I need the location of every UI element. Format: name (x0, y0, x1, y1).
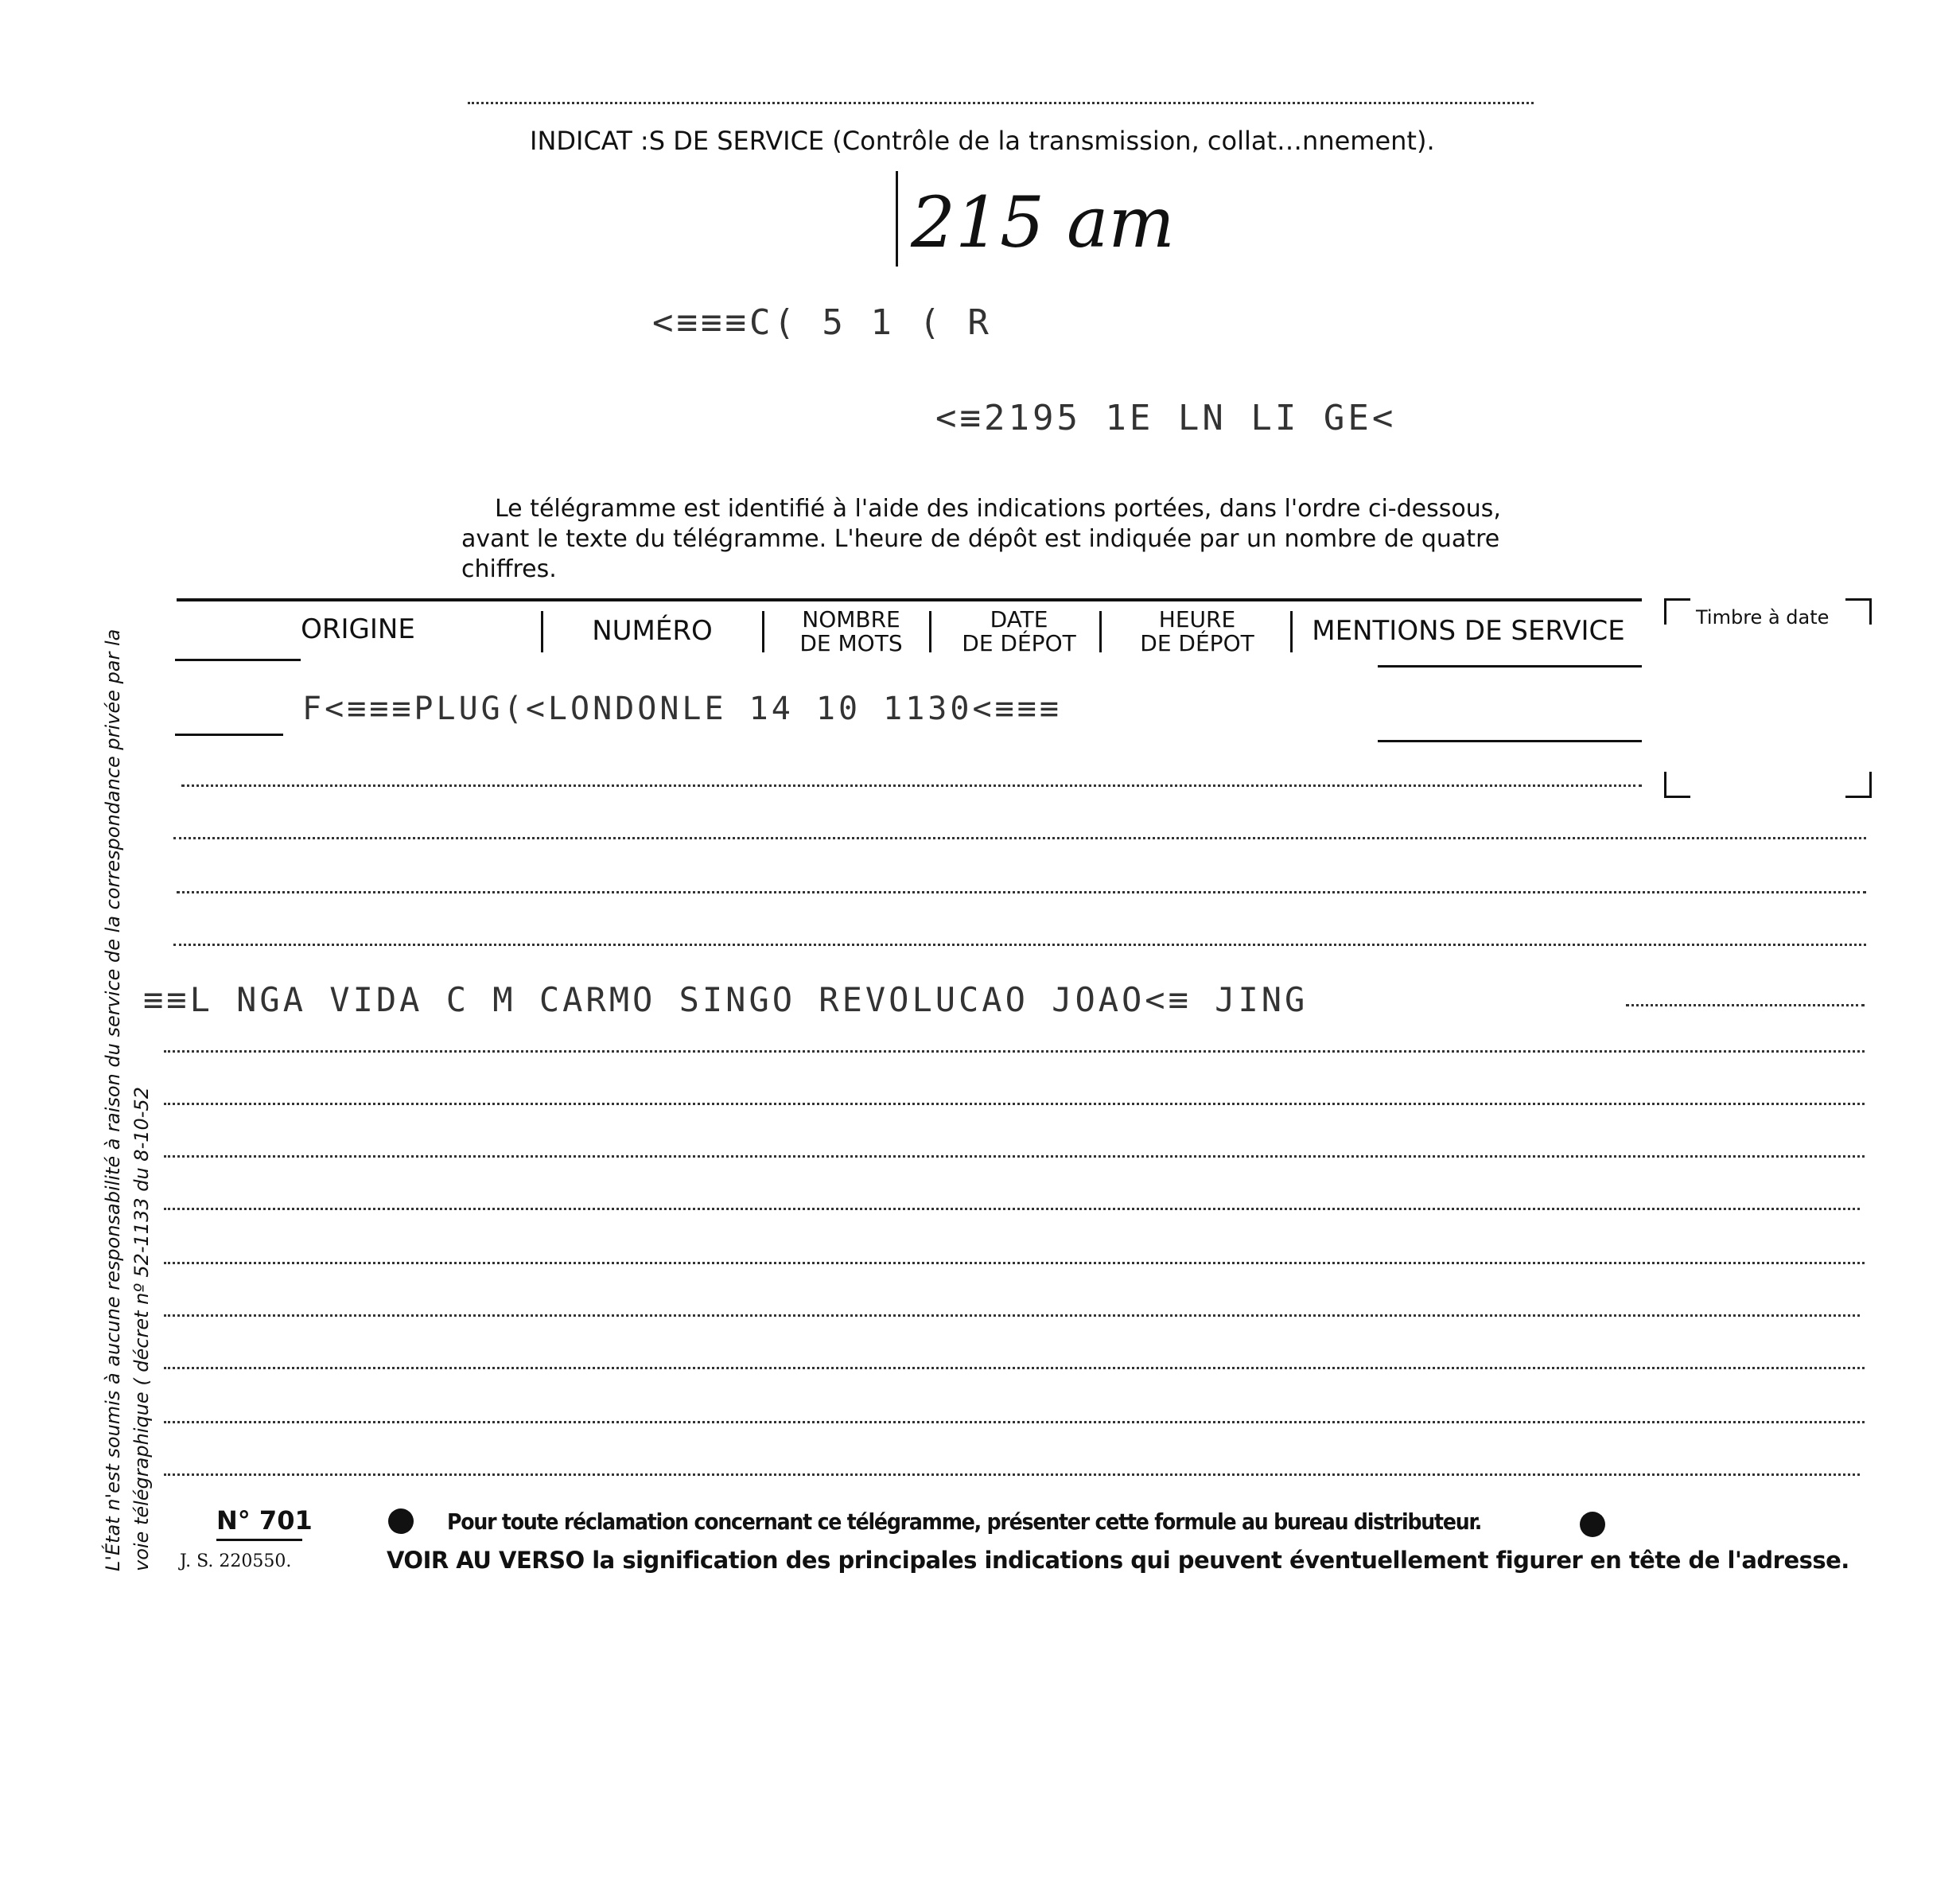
address-line: F<≡≡≡PLUG(<LONDONLE 14 10 1130<≡≡≡ (302, 691, 1062, 727)
service-line-2: <≡2195 1E LN LI GE< (935, 398, 1397, 438)
table-top-rule (177, 598, 1642, 601)
form-number: N° 701 (216, 1505, 313, 1536)
mentions-underline (1378, 665, 1642, 668)
ruled-line (164, 1367, 1865, 1369)
header-origine: ORIGINE (301, 613, 415, 645)
intro-line-2: avant le texte du télégramme. L'heure de dépôt est indiquée par un nombre de quatre (461, 525, 1500, 553)
top-dotted-line (468, 102, 1534, 104)
reclamation-text: Pour toute réclamation concernant ce télégramme, présenter cette formule au bureau distributeur. (447, 1508, 1482, 1535)
ruled-line (173, 837, 1866, 839)
stamp-corner-bl (1664, 772, 1690, 798)
ruled-line (173, 944, 1866, 946)
header-sep-1 (541, 611, 543, 652)
header-sep-4 (1099, 611, 1102, 652)
ruled-line (164, 1262, 1865, 1264)
header-sep-2 (762, 611, 764, 652)
header-sep-3 (929, 611, 931, 652)
header-mentions: MENTIONS DE SERVICE (1312, 615, 1625, 647)
header-date-2: DE DÉPOT (962, 630, 1076, 656)
header-nombre-2: DE MOTS (799, 630, 903, 656)
ruled-line (164, 1050, 1865, 1053)
side-note-line-1: L'État n'est soumis à aucune responsabilité à raison du service de la correspondance privée par la (102, 629, 124, 1571)
address-underline-left (175, 734, 283, 736)
ruled-line (164, 1155, 1865, 1158)
stamp-label: Timbre à date (1696, 606, 1830, 629)
ruled-line (164, 1208, 1860, 1210)
address-underline-right (1378, 740, 1642, 742)
handwritten-bracket (896, 171, 898, 267)
ruled-line (177, 891, 1866, 893)
ruled-line (164, 1473, 1860, 1476)
print-reference: J. S. 220550. (180, 1551, 292, 1571)
bullet-icon (1580, 1512, 1605, 1537)
origin-underline-left (175, 659, 301, 661)
bullet-icon (388, 1508, 414, 1534)
stamp-corner-tl (1664, 598, 1690, 625)
intro-line-1: Le télégramme est identifié à l'aide des indications portées, dans l'ordre ci-dessous, (495, 495, 1501, 523)
side-note-line-2: voie télégraphique ( décret nº 52-1133 du 8-10-52 (130, 1087, 153, 1571)
message-text: ≡≡L NGA VIDA C M CARMO SINGO REVOLUCAO JOAO<≡ JING (143, 980, 1309, 1019)
handwritten-note: 215 am (911, 181, 1175, 263)
stamp-corner-tr (1845, 598, 1872, 625)
ruled-line (164, 1314, 1860, 1317)
verso-text: VOIR AU VERSO la signification des principales indications qui peuvent éventuellement figurer en tête de l'adresse. (387, 1547, 1849, 1574)
stamp-corner-br (1845, 772, 1872, 798)
header-sep-5 (1290, 611, 1293, 652)
form-number-rule (216, 1539, 302, 1541)
ruled-line (164, 1103, 1865, 1105)
service-line-1: <≡≡≡C( 5 1 ( R (652, 302, 992, 343)
ruled-line (164, 1421, 1865, 1423)
message-line-tail (1626, 1004, 1865, 1006)
service-indications-label: INDICAT :S DE SERVICE (Contrôle de la transmission, collat…nnement). (530, 126, 1435, 156)
ruled-line (181, 784, 1642, 787)
intro-line-3: chiffres. (461, 555, 557, 583)
header-date-1: DATE (990, 606, 1048, 633)
header-nombre-1: NOMBRE (802, 606, 900, 633)
header-numero: NUMÉRO (592, 615, 713, 647)
header-heure-2: DE DÉPOT (1140, 630, 1254, 656)
header-heure-1: HEURE (1158, 606, 1236, 633)
